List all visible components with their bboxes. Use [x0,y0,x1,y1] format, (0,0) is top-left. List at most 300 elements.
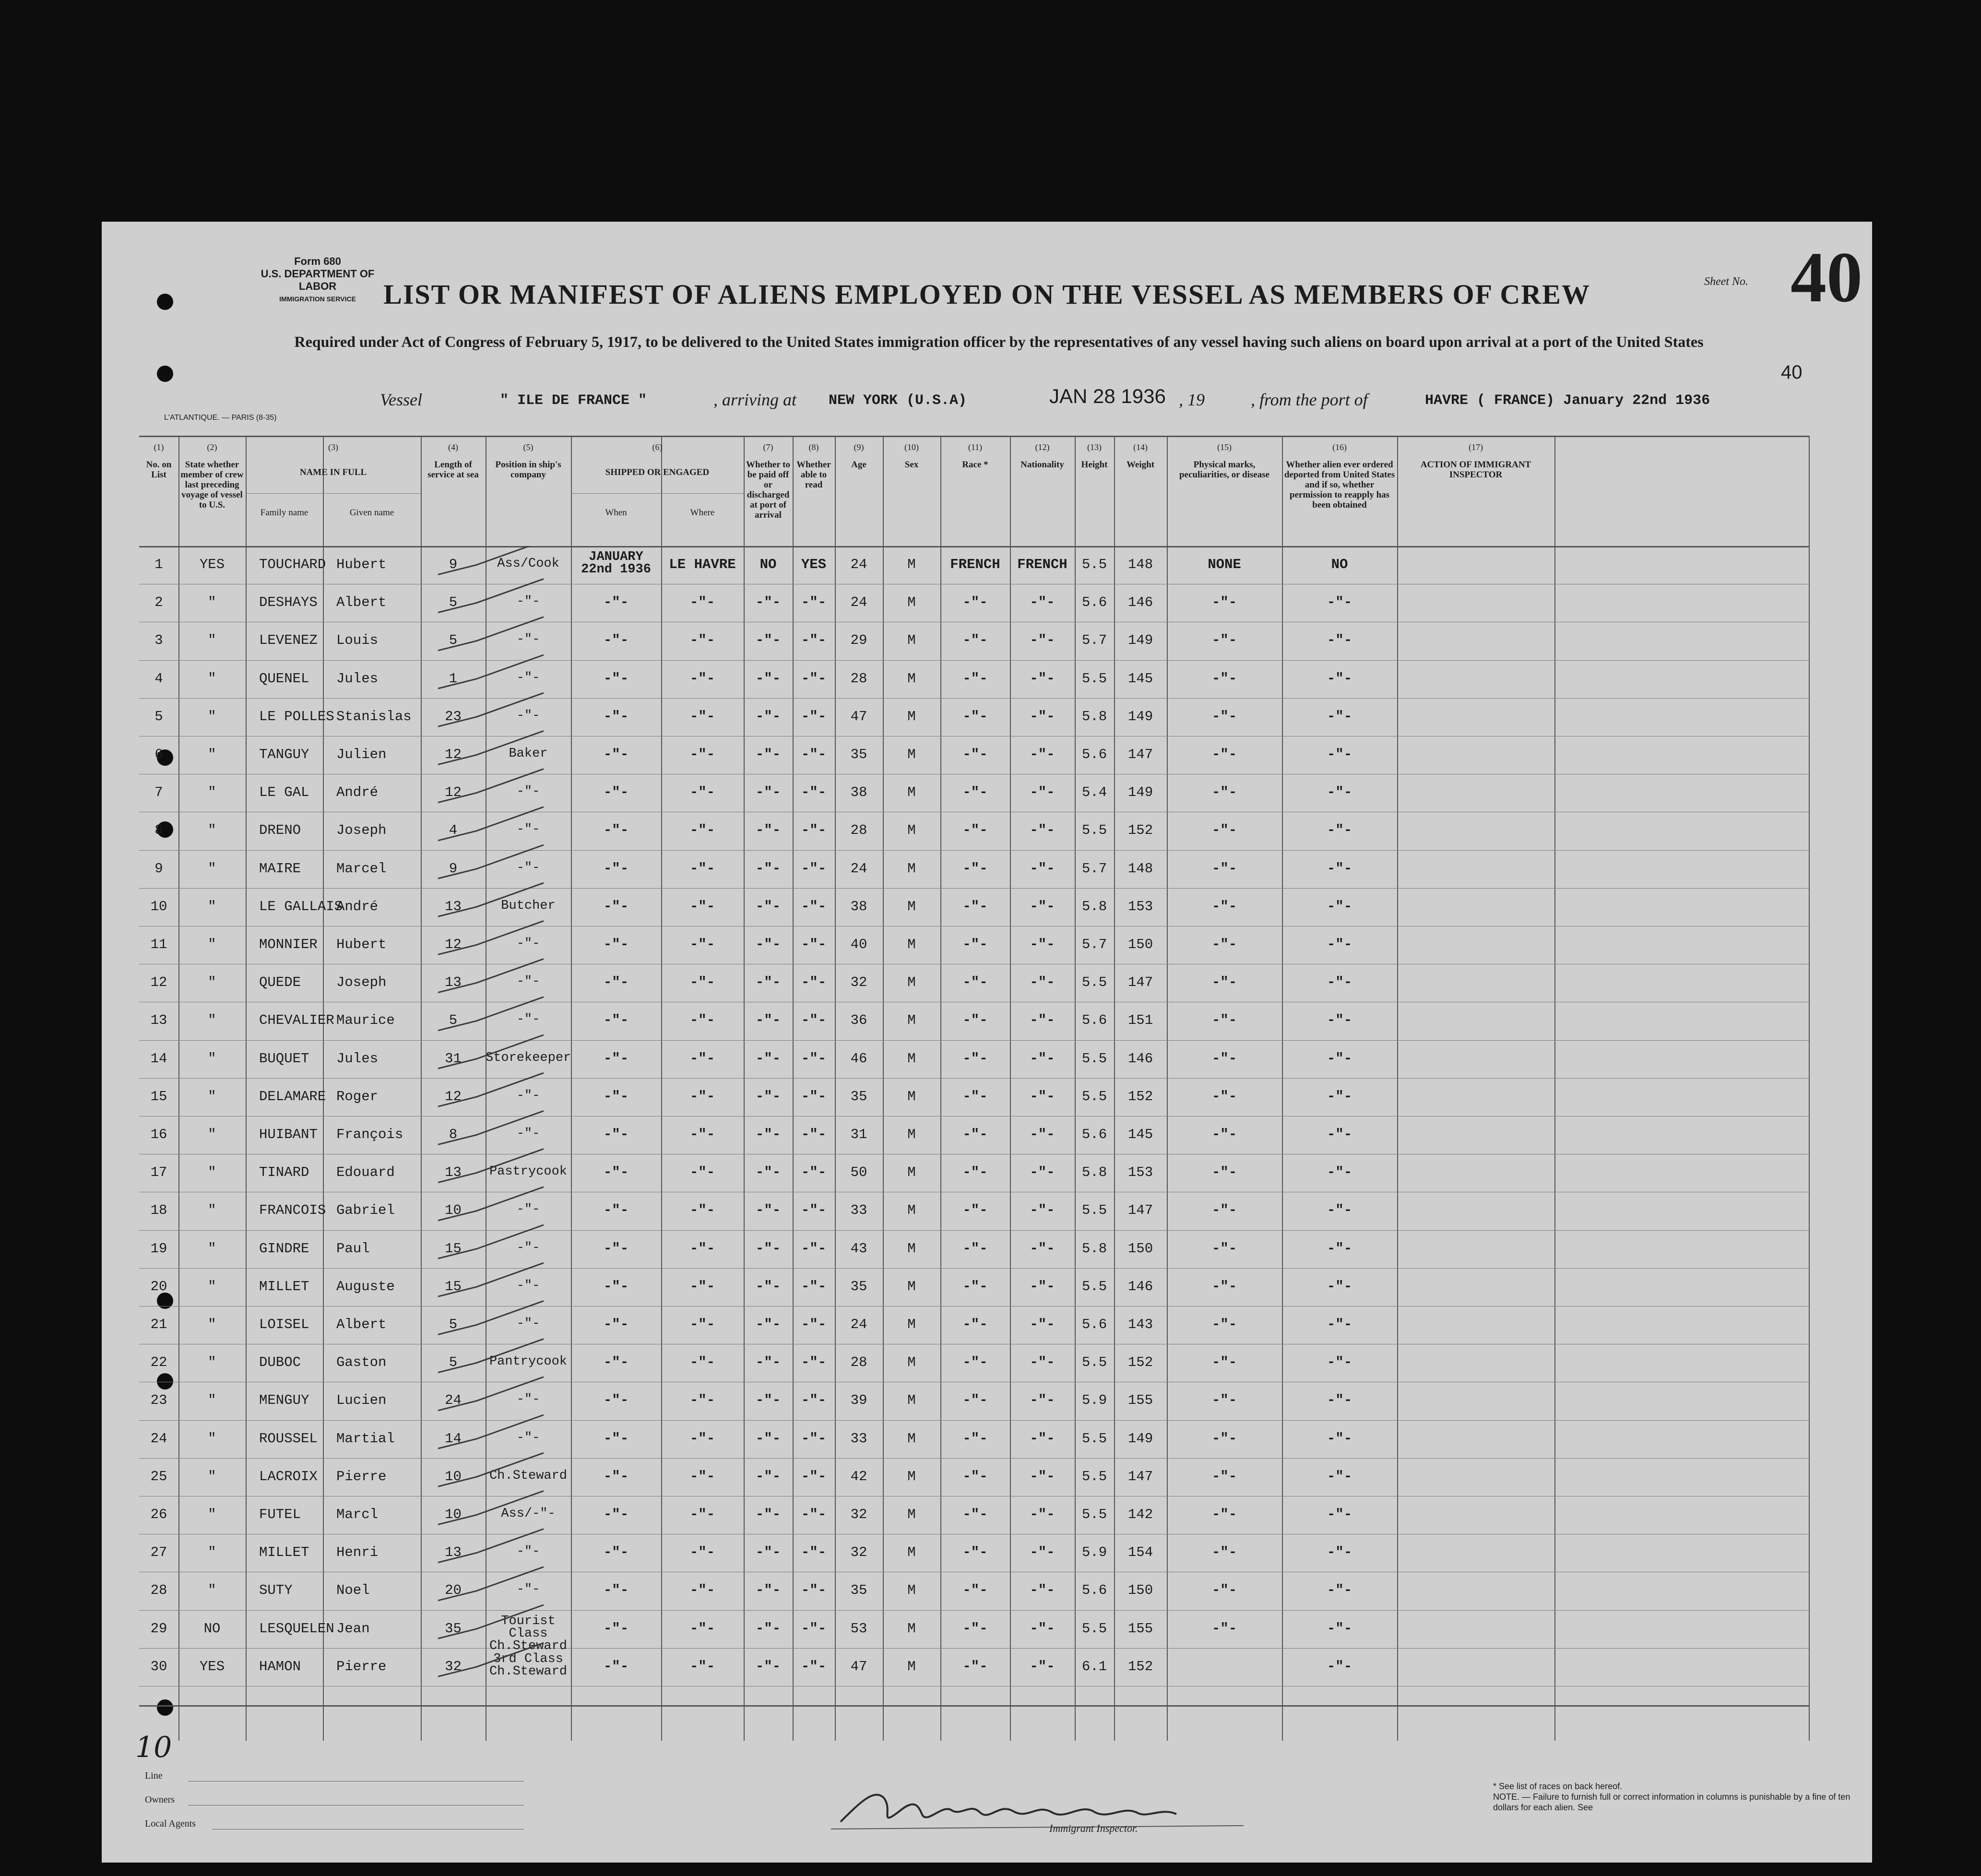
cell-nat: -"- [1030,898,1055,914]
cell-height: 5.5 [1081,1354,1107,1371]
cell-service: 4 [449,822,458,839]
cell-weight: 143 [1127,1317,1153,1332]
cell-marks: -"- [1211,1620,1237,1637]
cell-weight: 152 [1127,1354,1153,1371]
cell-prev: " [208,784,216,801]
inspector-signature [831,1783,1263,1836]
cell-read: -"- [801,1430,827,1447]
cell-given: André [336,784,379,801]
cell-family: DESHAYS [259,594,318,611]
cell-no: 28 [150,1582,167,1599]
cell-weight: 150 [1127,937,1153,952]
cell-prev: " [208,1392,216,1409]
cell-read: -"- [801,1658,827,1674]
cell-paid: -"- [755,898,781,914]
printer-imprint: L'ATLANTIQUE. — PARIS (8-35) [164,414,277,422]
cell-when: -"- [603,1088,629,1104]
cell-where: -"- [689,1088,715,1104]
cell-when: -"- [603,1507,629,1522]
cell-where: -"- [689,1278,715,1294]
cell-nat: -"- [1030,974,1055,991]
cell-position: -"- [516,784,540,799]
cell-prev: YES [199,1658,225,1674]
column-header: Position in ship's company [495,460,561,480]
cell-deported: -"- [1327,594,1352,611]
cell-where: -"- [689,594,715,611]
cell-given: Pierre [336,1658,387,1674]
year-label: , 19 [1179,390,1205,409]
column-number: (2) [207,442,217,452]
cell-race: -"- [962,1392,988,1409]
cell-height: 5.5 [1081,670,1107,687]
cell-deported: -"- [1327,1430,1352,1447]
cell-weight: 145 [1127,1127,1153,1142]
cell-height: 5.7 [1081,632,1107,649]
cell-age: 47 [850,1658,867,1674]
tick-mark [438,1643,544,1676]
cell-deported: -"- [1327,1354,1352,1371]
cell-given: Paul [336,1240,370,1257]
cell-marks: -"- [1211,1582,1237,1599]
cell-age: 46 [850,1050,867,1067]
cell-height: 5.6 [1081,747,1107,762]
cell-paid: -"- [755,1507,781,1522]
cell-marks: -"- [1211,822,1237,839]
cell-given: Auguste [336,1278,395,1294]
cell-where: -"- [689,974,715,991]
cell-service: 5 [449,632,458,649]
tick-mark [438,655,544,689]
cell-deported: -"- [1327,1620,1352,1637]
cell-prev: " [208,1050,216,1067]
cell-height: 5.6 [1081,594,1107,611]
cell-age: 28 [850,822,867,839]
cell-age: 38 [850,898,867,914]
cell-prev: " [208,937,216,952]
cell-sex: M [907,1012,916,1029]
cell-sex: M [907,1658,916,1674]
cell-paid: -"- [755,1392,781,1409]
cell-age: 53 [850,1620,867,1637]
cell-nat: -"- [1030,1012,1055,1029]
cell-deported: -"- [1327,632,1352,649]
tick-mark [438,546,544,574]
cell-read: -"- [801,1127,827,1142]
cell-race: -"- [962,1468,988,1484]
column-number: (12) [1035,442,1050,452]
column-number: (5) [523,442,534,452]
cell-prev: " [208,1468,216,1484]
cell-position: Baker [509,747,548,761]
column-number: (7) [763,442,773,452]
tick-mark [438,579,544,613]
cell-where: -"- [689,1658,715,1674]
cell-prev: " [208,1202,216,1219]
cell-height: 5.9 [1081,1392,1107,1409]
cell-position: -"- [516,1317,540,1331]
cell-position: -"- [516,632,540,647]
cell-read: -"- [801,1354,827,1371]
cell-weight: 147 [1127,747,1153,762]
cell-no: 29 [150,1620,167,1637]
cell-family: LE POLLES [259,708,334,724]
cell-race: -"- [962,1430,988,1447]
cell-no: 25 [150,1468,167,1484]
cell-deported: -"- [1327,1012,1352,1029]
cell-where: -"- [689,1317,715,1332]
cell-family: TINARD [259,1164,309,1181]
cell-when: -"- [603,1317,629,1332]
cell-no: 6 [154,747,163,762]
cell-given: Jules [336,670,379,687]
column-number: (3) [328,442,338,452]
cell-marks: -"- [1211,1544,1237,1561]
cell-age: 36 [850,1012,867,1029]
cell-no: 3 [154,632,163,649]
cell-height: 5.4 [1081,784,1107,801]
cell-race: -"- [962,937,988,952]
column-number: (14) [1133,442,1148,452]
cell-age: 42 [850,1468,867,1484]
cell-height: 5.6 [1081,1317,1107,1332]
cell-given: Gabriel [336,1202,395,1219]
cell-race: -"- [962,747,988,762]
cell-when: -"- [603,1050,629,1067]
cell-weight: 152 [1127,1658,1153,1674]
cell-deported: -"- [1327,1050,1352,1067]
cell-weight: 155 [1127,1392,1153,1409]
cell-marks: -"- [1211,1278,1237,1294]
cell-weight: 155 [1127,1620,1153,1637]
cell-nat: -"- [1030,670,1055,687]
column-header: No. on List [146,460,172,480]
cell-deported: -"- [1327,1278,1352,1294]
cell-marks: -"- [1211,594,1237,611]
cell-service: 9 [449,557,458,572]
from-port: HAVRE ( FRANCE) January 22nd 1936 [1425,392,1710,409]
table-bottom-rule [139,1705,1809,1707]
cell-sex: M [907,708,916,724]
cell-deported: -"- [1327,974,1352,991]
column-header: Nationality [1020,460,1064,470]
cell-no: 30 [150,1658,167,1674]
cell-race: -"- [962,1164,988,1181]
cell-prev: " [208,708,216,724]
cell-position: Butcher [501,898,556,913]
cell-sex: M [907,1088,916,1104]
cell-marks: -"- [1211,670,1237,687]
cell-where: -"- [689,1012,715,1029]
cell-no: 11 [150,937,167,952]
cell-age: 35 [850,1088,867,1104]
cell-marks: -"- [1211,1127,1237,1142]
cell-read: -"- [801,1507,827,1522]
cell-sex: M [907,1430,916,1447]
cell-age: 32 [850,1544,867,1561]
agents-label: Local Agents [145,1818,196,1829]
cell-sex: M [907,1278,916,1294]
column-header: Length of service at sea [427,460,479,480]
cell-no: 21 [150,1317,167,1332]
cell-no: 4 [154,670,163,687]
cell-weight: 152 [1127,822,1153,839]
cell-age: 43 [850,1240,867,1257]
cell-marks: -"- [1211,708,1237,724]
cell-when: -"- [603,1658,629,1674]
tick-mark [438,731,544,764]
cell-service: 31 [445,1050,462,1067]
cell-paid: -"- [755,594,781,611]
cell-race: -"- [962,1354,988,1371]
cell-marks: -"- [1211,747,1237,762]
cell-age: 24 [850,1317,867,1332]
cell-where: -"- [689,822,715,839]
cell-family: SUTY [259,1582,293,1599]
cell-when: -"- [603,1127,629,1142]
cell-prev: " [208,860,216,877]
cell-where: -"- [689,1507,715,1522]
cell-family: HUIBANT [259,1127,318,1142]
cell-height: 5.8 [1081,708,1107,724]
cell-weight: 147 [1127,1468,1153,1484]
cell-when: -"- [603,937,629,952]
cell-weight: 151 [1127,1012,1153,1029]
cell-race: -"- [962,1582,988,1599]
column-subheader: Family name [260,508,308,518]
from-label: , from the port of [1251,390,1368,409]
cell-race: -"- [962,1012,988,1029]
cell-family: TOUCHARD [259,557,326,572]
cell-height: 5.5 [1081,822,1107,839]
cell-age: 39 [850,1392,867,1409]
cell-given: Jules [336,1050,379,1067]
tick-mark [438,769,544,803]
cell-deported: -"- [1327,1507,1352,1522]
cell-family: DUBOC [259,1354,301,1371]
cell-age: 28 [850,1354,867,1371]
cell-read: -"- [801,1544,827,1561]
cell-deported: -"- [1327,1127,1352,1142]
cell-service: 1 [449,670,458,687]
cell-prev: " [208,1582,216,1599]
cell-sex: M [907,860,916,877]
cell-marks: -"- [1211,1164,1237,1181]
cell-sex: M [907,1202,916,1219]
cell-weight: 152 [1127,1088,1153,1104]
column-header: Whether alien ever ordered deported from United States and if so, whether permission to reapply has been obtained [1284,460,1395,510]
column-header: Sex [904,460,919,470]
cell-weight: 150 [1127,1240,1153,1257]
cell-sex: M [907,1127,916,1142]
cell-nat: -"- [1030,1468,1055,1484]
cell-read: -"- [801,670,827,687]
cell-family: LE GAL [259,784,309,801]
cell-paid: -"- [755,708,781,724]
cell-family: GINDRE [259,1240,309,1257]
cell-given: Albert [336,594,387,611]
cell-service: 9 [449,860,458,877]
cell-weight: 142 [1127,1507,1153,1522]
cell-nat: -"- [1030,1317,1055,1332]
owners-label: Owners [145,1794,175,1805]
cell-read: -"- [801,1278,827,1294]
cell-height: 5.5 [1081,1507,1107,1522]
cell-given: François [336,1127,403,1142]
tick-mark [438,1187,544,1221]
cell-no: 13 [150,1012,167,1029]
cell-sex: M [907,632,916,649]
cell-position: -"- [516,974,540,989]
cell-no: 23 [150,1392,167,1409]
column-header: Height [1081,460,1108,470]
cell-prev: YES [199,557,225,572]
cell-paid: -"- [755,1278,781,1294]
cell-race: -"- [962,1278,988,1294]
cell-sex: M [907,1240,916,1257]
cell-race: -"- [962,822,988,839]
cell-given: Hubert [336,937,387,952]
tick-mark [438,1225,544,1259]
cell-age: 24 [850,594,867,611]
cell-where: -"- [689,1620,715,1637]
cell-age: 32 [850,974,867,991]
cell-deported: -"- [1327,1582,1352,1599]
cell-nat: -"- [1030,1392,1055,1409]
tick-mark [438,1339,544,1373]
cell-read: -"- [801,1468,827,1484]
cell-given: Martial [336,1430,395,1447]
cell-marks: -"- [1211,1354,1237,1371]
cell-nat: FRENCH [1017,557,1068,572]
cell-deported: -"- [1327,670,1352,687]
cell-paid: -"- [755,1050,781,1067]
cell-height: 5.5 [1081,1620,1107,1637]
cell-where: -"- [689,860,715,877]
cell-no: 14 [150,1050,167,1067]
cell-service: 20 [445,1582,462,1599]
cell-weight: 146 [1127,594,1153,611]
manifest-table [139,436,1809,1741]
tick-mark [438,1605,544,1639]
cell-age: 47 [850,708,867,724]
cell-no: 18 [150,1202,167,1219]
cell-paid: -"- [755,1127,781,1142]
cell-prev: " [208,1164,216,1181]
cell-height: 5.8 [1081,1240,1107,1257]
cell-position: -"- [516,1240,540,1255]
cell-when: -"- [603,1430,629,1447]
cell-read: -"- [801,898,827,914]
cell-paid: -"- [755,784,781,801]
cell-where: -"- [689,1202,715,1219]
cell-service: 12 [445,1088,462,1104]
tick-mark [438,997,544,1031]
cell-deported: -"- [1327,1392,1352,1409]
cell-marks: -"- [1211,860,1237,877]
cell-where: -"- [689,708,715,724]
cell-weight: 145 [1127,670,1153,687]
cell-given: Henri [336,1544,379,1561]
service: IMMIGRATION SERVICE [279,295,356,303]
cell-read: -"- [801,632,827,649]
cell-read: -"- [801,784,827,801]
cell-race: -"- [962,708,988,724]
cell-paid: -"- [755,1164,781,1181]
cell-paid: -"- [755,1658,781,1674]
cell-position: -"- [516,860,540,875]
cell-where: -"- [689,1127,715,1142]
cell-read: -"- [801,1202,827,1219]
cell-height: 5.7 [1081,860,1107,877]
name-subheader-rule [246,493,421,494]
cell-when: -"- [603,1278,629,1294]
tick-mark [438,1073,544,1106]
cell-marks: NONE [1208,557,1241,572]
cell-race: -"- [962,1658,988,1674]
cell-age: 35 [850,747,867,762]
cell-paid: -"- [755,1012,781,1029]
cell-position: -"- [516,1544,540,1559]
cell-sex: M [907,747,916,762]
cell-read: -"- [801,1317,827,1332]
cell-no: 22 [150,1354,167,1371]
cell-service: 10 [445,1202,462,1219]
cell-when: -"- [603,1544,629,1561]
cell-position: -"- [516,822,540,837]
cell-position: Ass/Cook [497,557,559,571]
cell-position: Storekeeper [486,1050,571,1065]
cell-sex: M [907,557,916,572]
vessel-name: " ILE DE FRANCE " [500,392,647,409]
cell-sex: M [907,1582,916,1599]
cell-given: Joseph [336,822,387,839]
cell-no: 5 [154,708,163,724]
cell-nat: -"- [1030,860,1055,877]
cell-deported: NO [1331,557,1348,572]
cell-race: -"- [962,1127,988,1142]
cell-read: -"- [801,594,827,611]
cell-paid: -"- [755,747,781,762]
cell-prev: " [208,822,216,839]
cell-position: Ass/-"- [501,1507,556,1521]
column-number: (6) [652,442,663,452]
column-number: (8) [808,442,819,452]
cell-marks: -"- [1211,1430,1237,1447]
cell-read: -"- [801,708,827,724]
column-header: NAME IN FULL [299,467,367,477]
cell-race: -"- [962,1088,988,1104]
cell-when: -"- [603,594,629,611]
cell-read: -"- [801,1392,827,1409]
cell-weight: 150 [1127,1582,1153,1599]
cell-nat: -"- [1030,1127,1055,1142]
cell-deported: -"- [1327,860,1352,877]
table-top-rule [139,436,1809,437]
cell-nat: -"- [1030,1582,1055,1599]
tick-mark [438,693,544,726]
cell-prev: " [208,1354,216,1371]
cell-no: 9 [154,860,163,877]
cell-age: 28 [850,670,867,687]
tick-mark [438,1301,544,1334]
column-header: State whether member of crew last preceding voyage of vessel to U.S. [180,460,244,510]
cell-race: -"- [962,898,988,914]
cell-weight: 146 [1127,1278,1153,1294]
cell-no: 17 [150,1164,167,1181]
cell-service: 12 [445,937,462,952]
cell-position: -"- [516,1278,540,1293]
cell-sex: M [907,1620,916,1637]
